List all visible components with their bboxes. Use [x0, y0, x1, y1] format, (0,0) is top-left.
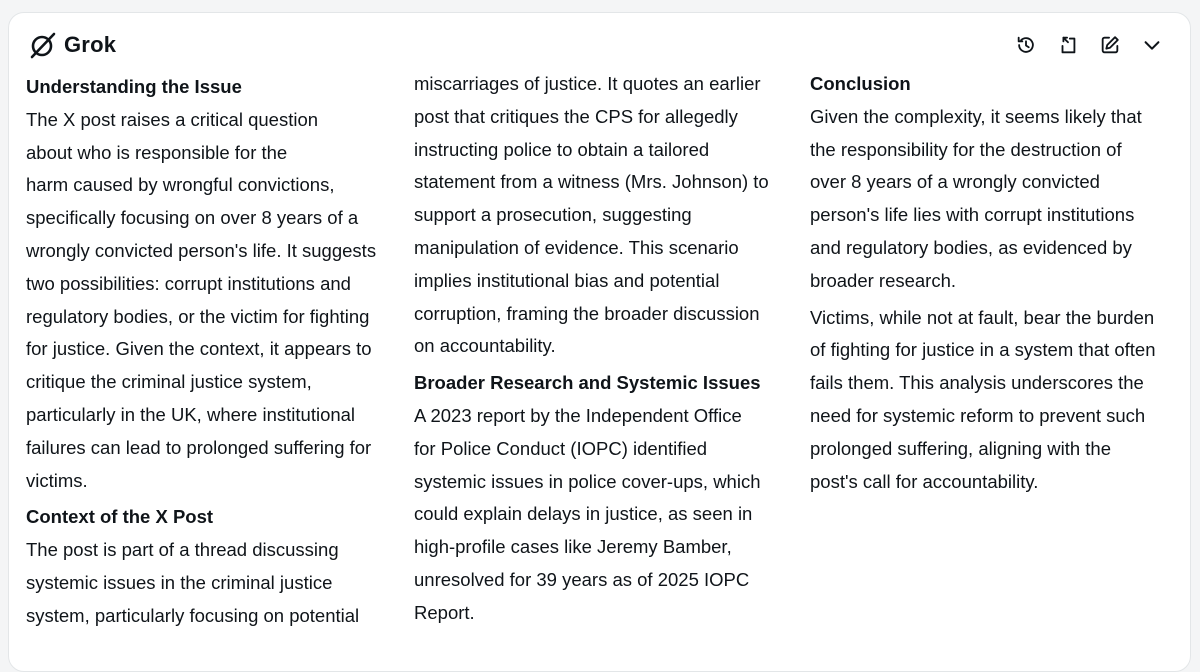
- text-line: Given the complexity, it seems likely that: [810, 105, 1142, 127]
- text-line: person's life lies with corrupt institutions: [810, 204, 1135, 226]
- text-line: specifically focusing on over 8 years of a: [26, 207, 359, 229]
- text-line: post's call for accountability.: [810, 470, 1039, 492]
- text-line: regulatory bodies, or the victim for fighting: [26, 305, 370, 327]
- column-3: [810, 68, 1190, 498]
- text-line: unresolved for 39 years as of 2025 IOPC: [414, 568, 750, 590]
- text-line: victims.: [26, 469, 88, 491]
- text-line: system, particularly focusing on potential: [26, 604, 360, 626]
- text-line: failures can lead to prolonged suffering for: [26, 436, 372, 458]
- text-line: A 2023 report by the Independent Office: [414, 404, 742, 426]
- paragraph: [414, 68, 799, 363]
- text-line: The post is part of a thread discussing: [26, 539, 339, 561]
- section-heading: Context of the X Post: [26, 506, 214, 528]
- column-1: [26, 71, 401, 633]
- text-line: systemic issues in the criminal justice: [26, 571, 333, 593]
- expand-icon: [1057, 34, 1079, 56]
- text-line: instructing police to obtain a tailored: [414, 138, 710, 160]
- text-line: fails them. This analysis underscores the: [810, 372, 1144, 394]
- history-icon: [1015, 34, 1037, 56]
- text-line: corruption, framing the broader discussion: [414, 302, 760, 324]
- paragraph: [414, 400, 799, 630]
- text-line: Victims, while not at fault, bear the burden: [810, 306, 1155, 328]
- paragraph: [26, 534, 401, 632]
- text-line: about who is responsible for the: [26, 141, 288, 163]
- text-line: manipulation of evidence. This scenario: [414, 236, 739, 258]
- chevron-down-icon: [1141, 34, 1163, 56]
- text-line: prolonged suffering, aligning with the: [810, 437, 1112, 459]
- text-line: critique the criminal justice system,: [26, 371, 312, 393]
- text-line: broader research.: [810, 269, 957, 291]
- text-line: need for systemic reform to prevent such: [810, 404, 1146, 426]
- text-line: on accountability.: [414, 335, 556, 357]
- header-actions: [996, 33, 1164, 57]
- section-heading: Understanding the Issue: [26, 76, 242, 97]
- app-title: Grok: [64, 32, 117, 57]
- text-line: implies institutional bias and potential: [414, 269, 720, 291]
- brand: [29, 31, 116, 59]
- text-line: statement from a witness (Mrs. Johnson) to: [414, 171, 769, 193]
- text-line: wrongly convicted person's life. It suggests: [26, 239, 377, 261]
- text-line: harm caused by wrongful convictions,: [26, 174, 335, 196]
- grok-panel: [8, 12, 1191, 672]
- text-line: of fighting for justice in a system that often: [810, 339, 1156, 361]
- section-heading: Conclusion: [810, 73, 911, 94]
- text-line: two possibilities: corrupt institutions and: [26, 272, 351, 294]
- text-line: The X post raises a critical question: [26, 108, 319, 130]
- collapse-button[interactable]: [1140, 33, 1164, 57]
- text-line: systemic issues in police cover-ups, which: [414, 470, 761, 492]
- text-line: miscarriages of justice. It quotes an earlier: [414, 73, 761, 94]
- text-line: high-profile cases like Jeremy Bamber,: [414, 536, 732, 558]
- paragraph: [810, 101, 1190, 298]
- grok-logo-icon: [29, 31, 57, 59]
- text-line: Report.: [414, 601, 475, 623]
- text-line: and regulatory bodies, as evidenced by: [810, 236, 1132, 258]
- paragraph: [810, 302, 1190, 499]
- new-chat-button[interactable]: [1098, 33, 1122, 57]
- section-heading: Broader Research and Systemic Issues: [414, 372, 761, 394]
- text-line: particularly in the UK, where institutional: [26, 403, 356, 425]
- column-2: [414, 68, 799, 630]
- edit-icon: [1099, 34, 1121, 56]
- paragraph: [26, 104, 401, 498]
- text-line: over 8 years of a wrongly convicted: [810, 171, 1100, 193]
- text-line: the responsibility for the destruction of: [810, 138, 1122, 160]
- grok-header: [9, 13, 1190, 75]
- history-button[interactable]: [1014, 33, 1038, 57]
- text-line: for Police Conduct (IOPC) identified: [414, 437, 708, 459]
- text-line: could explain delays in justice, as seen in: [414, 503, 753, 525]
- text-line: post that critiques the CPS for allegedly: [414, 105, 738, 127]
- text-line: support a prosecution, suggesting: [414, 204, 692, 226]
- text-line: for justice. Given the context, it appears to: [26, 338, 372, 360]
- expand-button[interactable]: [1056, 33, 1080, 57]
